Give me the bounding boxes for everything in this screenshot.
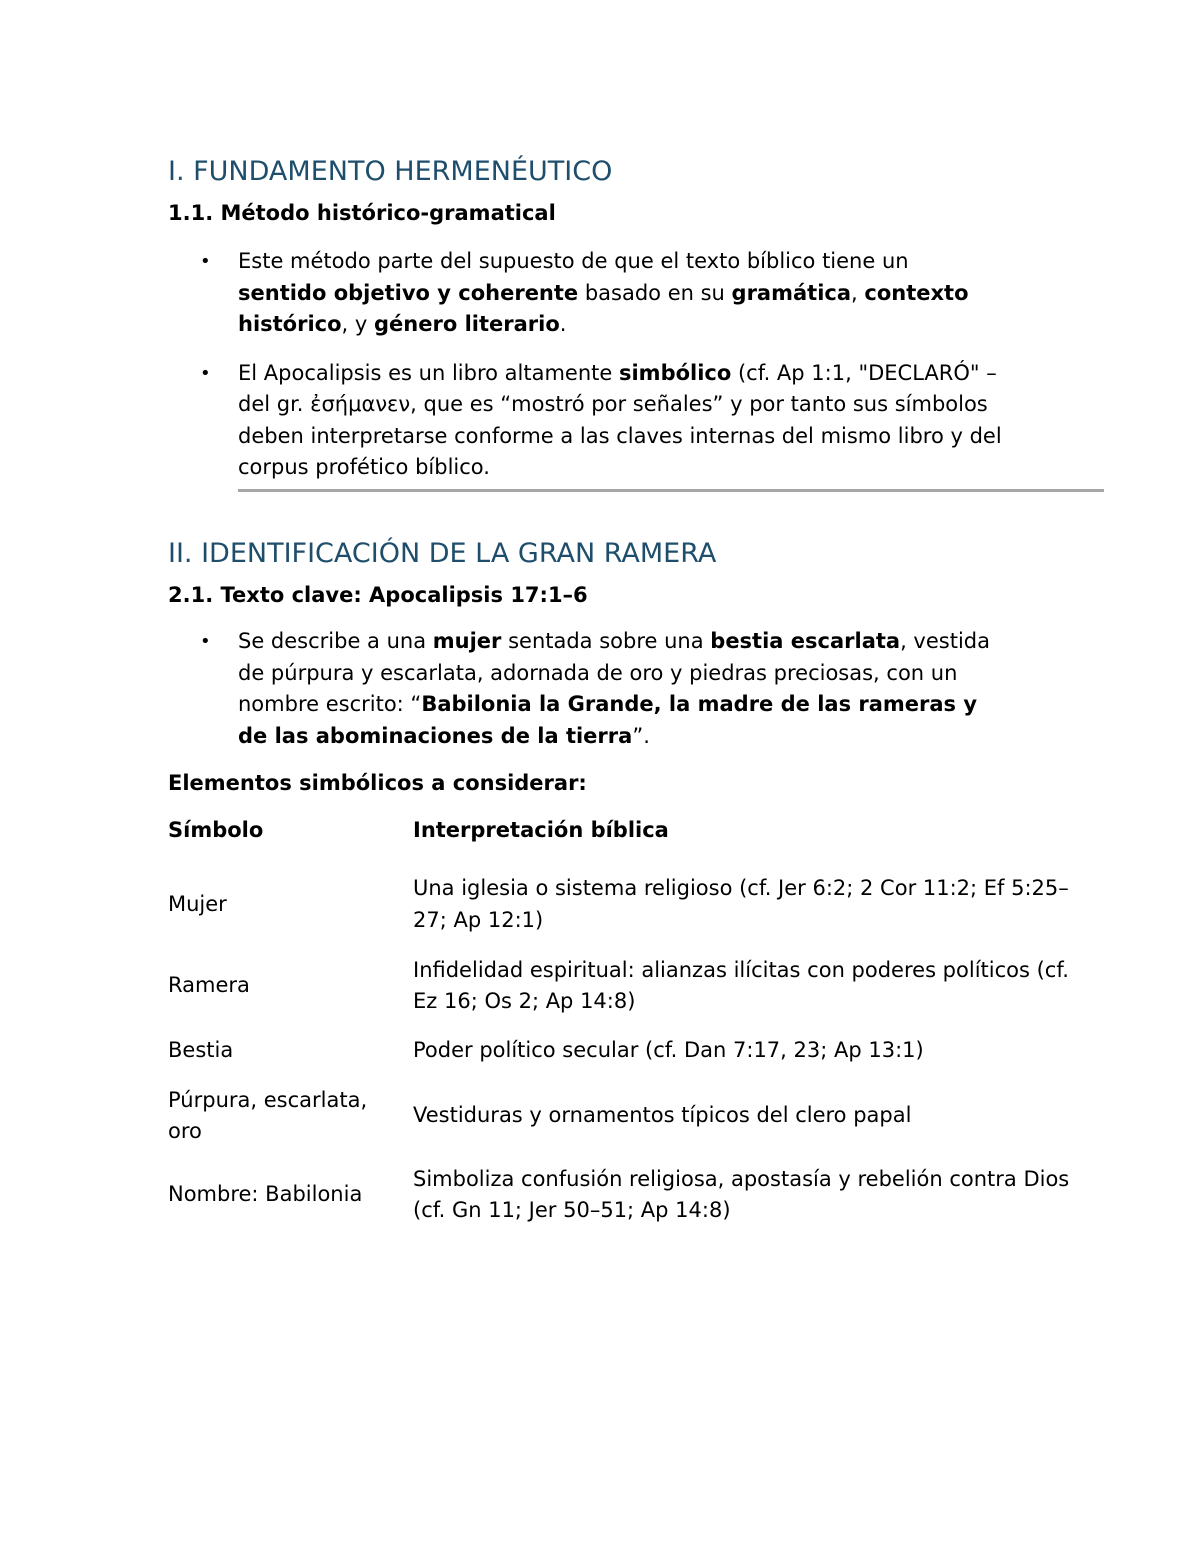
section-2-bullet-list xyxy=(168,626,1108,752)
bullet-icon: • xyxy=(200,251,211,272)
table-cell: Poder político secular (cf. Dan 7:17, 23; Ap 13:1) xyxy=(413,1038,924,1063)
table-row xyxy=(168,1076,1093,1156)
table-header-cell: Interpretación bíblica xyxy=(413,818,669,842)
document-page xyxy=(168,150,1108,484)
horizontal-divider xyxy=(238,489,1104,492)
table-row xyxy=(168,1156,1093,1234)
document-page-section-2 xyxy=(168,532,1108,1234)
table-cell: Infidelidad espiritual: alianzas ilícitas con poderes políticos (cf. Ez 16; Os 2; Ap 14:8) xyxy=(413,957,1069,1013)
list-item: • Este método parte del supuesto de que el texto bíblico tiene un sentido objetivo y coherente basado en su gramática, contexto histórico, y género literario. xyxy=(168,246,998,341)
table-row xyxy=(168,946,1093,1026)
section-1-bullet-list xyxy=(168,246,1108,484)
section-2-subtitle: 2.1. Texto clave: Apocalipsis 17:1–6 xyxy=(168,583,588,607)
table-header-cell: Símbolo xyxy=(168,818,264,842)
table-cell: Una iglesia o sistema religioso (cf. Jer 6:2; 2 Cor 11:2; Ef 5:25–27; Ap 12:1) xyxy=(413,876,1069,932)
bullet-icon: • xyxy=(200,631,211,652)
list-item: • Se describe a una mujer sentada sobre una bestia escarlata, vestida de púrpura y escarlata, adornada de oro y piedras preciosas, con un nombre escrito: “Babilonia la Grande, la madre de las rameras y de las abominaciones de la tierra”. xyxy=(168,626,998,752)
section-1-title: I. FUNDAMENTO HERMENÉUTICO xyxy=(168,156,613,187)
elements-label: Elementos simbólicos a considerar: xyxy=(168,771,587,795)
table-header-row xyxy=(168,815,1093,863)
table-cell: Púrpura, escarlata, oro xyxy=(168,1087,368,1143)
table-cell: Mujer xyxy=(168,891,227,916)
table-cell: Simboliza confusión religiosa, apostasía y rebelión contra Dios (cf. Gn 11; Jer 50–51; Ap 14:8) xyxy=(413,1166,1070,1222)
table-row xyxy=(168,1026,1093,1076)
table-cell: Bestia xyxy=(168,1038,234,1063)
section-2-title: II. IDENTIFICACIÓN DE LA GRAN RAMERA xyxy=(168,538,717,569)
table-cell: Ramera xyxy=(168,973,250,998)
table-cell: Nombre: Babilonia xyxy=(168,1182,363,1207)
section-1-subtitle: 1.1. Método histórico-gramatical xyxy=(168,201,556,225)
list-item: • El Apocalipsis es un libro altamente simbólico (cf. Ap 1:1, "DECLARÓ" – del gr. ἐσήμανεν, que es “mostró por señales” y por tanto sus símbolos deben interpretarse conforme a las claves internas del mismo libro y del corpus profético bíblico. xyxy=(168,358,1028,484)
table-row xyxy=(168,863,1093,946)
table-cell: Vestiduras y ornamentos típicos del clero papal xyxy=(413,1103,912,1128)
bullet-icon: • xyxy=(200,362,211,384)
symbols-table xyxy=(168,815,1093,1234)
